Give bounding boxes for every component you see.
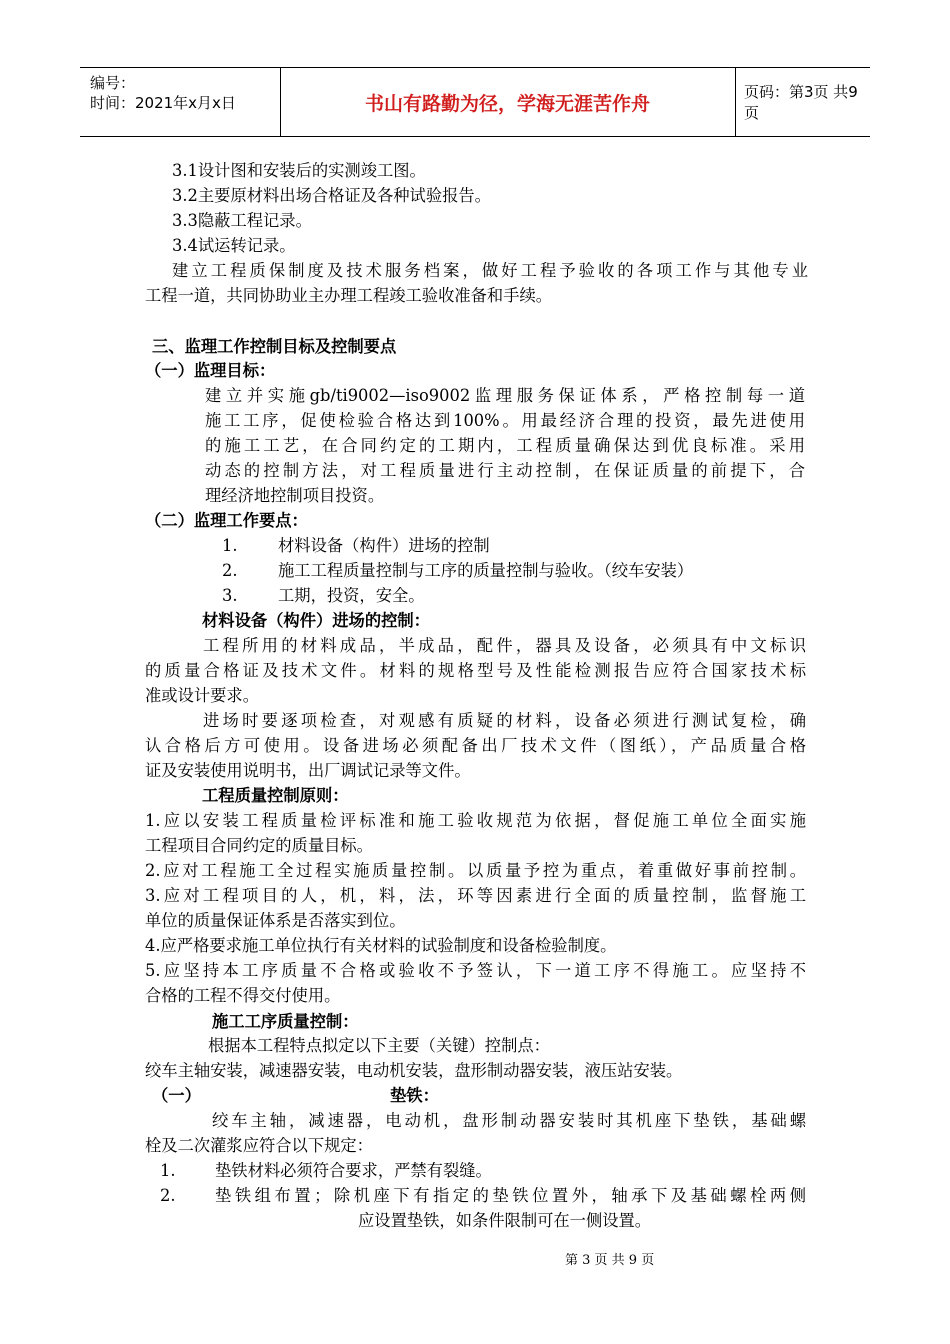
list-item: 施工工程质量控制与工序的质量控制与验收。（绞车安装） xyxy=(278,561,694,580)
subsection-heading: 工程质量控制原则： xyxy=(202,786,349,805)
page-footer: 第 3 页 共 9 页 xyxy=(565,1253,655,1268)
list-item-continuation: 应设置垫铁，如条件限制可在一侧设置。 xyxy=(358,1211,652,1230)
list-item-number: 2. xyxy=(222,561,238,580)
document-number-label: 编号： xyxy=(90,74,136,92)
list-item: 2.应对工程施工全过程实施质量控制。以质量予控为重点，着重做好事前控制。 xyxy=(145,861,806,880)
list-item-number: 1. xyxy=(160,1161,176,1180)
paragraph-line: 证及安装使用说明书，出厂调试记录等文件。 xyxy=(145,761,471,780)
list-item: 工程项目合同约定的质量目标。 xyxy=(145,836,373,855)
list-item: 3.1设计图和安装后的实测竣工图。 xyxy=(172,161,426,180)
paragraph-line: 绞车主轴，减速器，电动机，盘形制动器安装时其机座下垫铁，基础螺 xyxy=(212,1111,806,1130)
list-item: 1.应以安装工程质量检评标准和施工验收规范为依据，督促施工单位全面实施 xyxy=(145,811,806,830)
header-motto: 书山有路勤为径，学海无涯苦作舟 xyxy=(280,68,736,136)
paragraph-line: 绞车主轴安装，减速器安装，电动机安装，盘形制动器安装，液压站安装。 xyxy=(145,1061,683,1080)
paragraph-line: 认合格后方可使用。设备进场必须配备出厂技术文件（图纸），产品质量合格 xyxy=(145,736,806,755)
list-item: 3.应对工程项目的人，机，料，法，环等因素进行全面的质量控制，监督施工 xyxy=(145,886,806,905)
subsection-heading: 材料设备（构件）进场的控制： xyxy=(202,611,430,630)
section-heading: 三、监理工作控制目标及控制要点 xyxy=(152,337,397,356)
paragraph-line: 施工工序，促使检验合格达到100%。用最经济合理的投资，最先进使用 xyxy=(205,411,805,430)
page-info-text: 页码：第3页 共9页 xyxy=(744,83,858,122)
paragraph-line: 准或设计要求。 xyxy=(145,686,259,705)
list-item: 3.2主要原材料出场合格证及各种试验报告。 xyxy=(172,186,491,205)
paragraph-line: 工程一道，共同协助业主办理工程竣工验收准备和手续。 xyxy=(145,286,553,305)
list-item-number: 1. xyxy=(222,536,238,555)
paragraph-line: 建立并实施gb/ti9002—iso9002监理服务保证体系，严格控制每一道 xyxy=(205,386,805,405)
paragraph-line: 的质量合格证及技术文件。材料的规格型号及性能检测报告应符合国家技术标 xyxy=(145,661,806,680)
list-item: 3.4试运转记录。 xyxy=(172,236,296,255)
paragraph-line: 根据本工程特点拟定以下主要（关键）控制点： xyxy=(208,1036,550,1055)
paragraph-line: 动态的控制方法，对工程质量进行主动控制，在保证质量的前提下，合 xyxy=(205,461,805,480)
list-item: 垫铁组布置；除机座下有指定的垫铁位置外，轴承下及基础螺栓两侧 xyxy=(215,1186,806,1205)
subsection-heading: 垫铁： xyxy=(390,1086,439,1105)
paragraph-line: 理经济地控制项目投资。 xyxy=(205,486,385,505)
list-item-number: 2. xyxy=(160,1186,176,1205)
paragraph-line: 进场时要逐项检查，对观感有质疑的材料，设备必须进行测试复检，确 xyxy=(203,711,806,730)
document-date: 时间：2021年x月x日 xyxy=(90,94,236,112)
list-item: 单位的质量保证体系是否落实到位。 xyxy=(145,911,406,930)
subsection-number: （一） xyxy=(152,1086,201,1105)
paragraph-line: 建立工程质保制度及技术服务档案，做好工程予验收的各项工作与其他专业 xyxy=(172,261,808,280)
paragraph-line: 的施工工艺，在合同约定的工期内，工程质量确保达到优良标准。采用 xyxy=(205,436,805,455)
list-item: 工期，投资，安全。 xyxy=(278,586,425,605)
list-item: 合格的工程不得交付使用。 xyxy=(145,986,341,1005)
subsection-heading: 施工工序质量控制： xyxy=(212,1012,359,1031)
list-item: 3.3隐蔽工程记录。 xyxy=(172,211,312,230)
header-meta-cell xyxy=(80,68,281,136)
list-item: 5.应坚持本工序质量不合格或验收不予签认，下一道工序不得施工。应坚持不 xyxy=(145,961,806,980)
list-item: 4.应严格要求施工单位执行有关材料的试验制度和设备检验制度。 xyxy=(145,936,617,955)
list-item-number: 3. xyxy=(222,586,238,605)
header-page-info xyxy=(744,68,870,136)
paragraph-line: 栓及二次灌浆应符合以下规定： xyxy=(145,1136,373,1155)
page-header xyxy=(80,67,870,137)
subsection-heading: （一）监理目标： xyxy=(145,361,276,380)
list-item: 垫铁材料必须符合要求，严禁有裂缝。 xyxy=(215,1161,492,1180)
paragraph-line: 工程所用的材料成品，半成品，配件，器具及设备，必须具有中文标识 xyxy=(203,636,806,655)
subsection-heading: （二）监理工作要点： xyxy=(145,511,308,530)
list-item: 材料设备（构件）进场的控制 xyxy=(278,536,490,555)
